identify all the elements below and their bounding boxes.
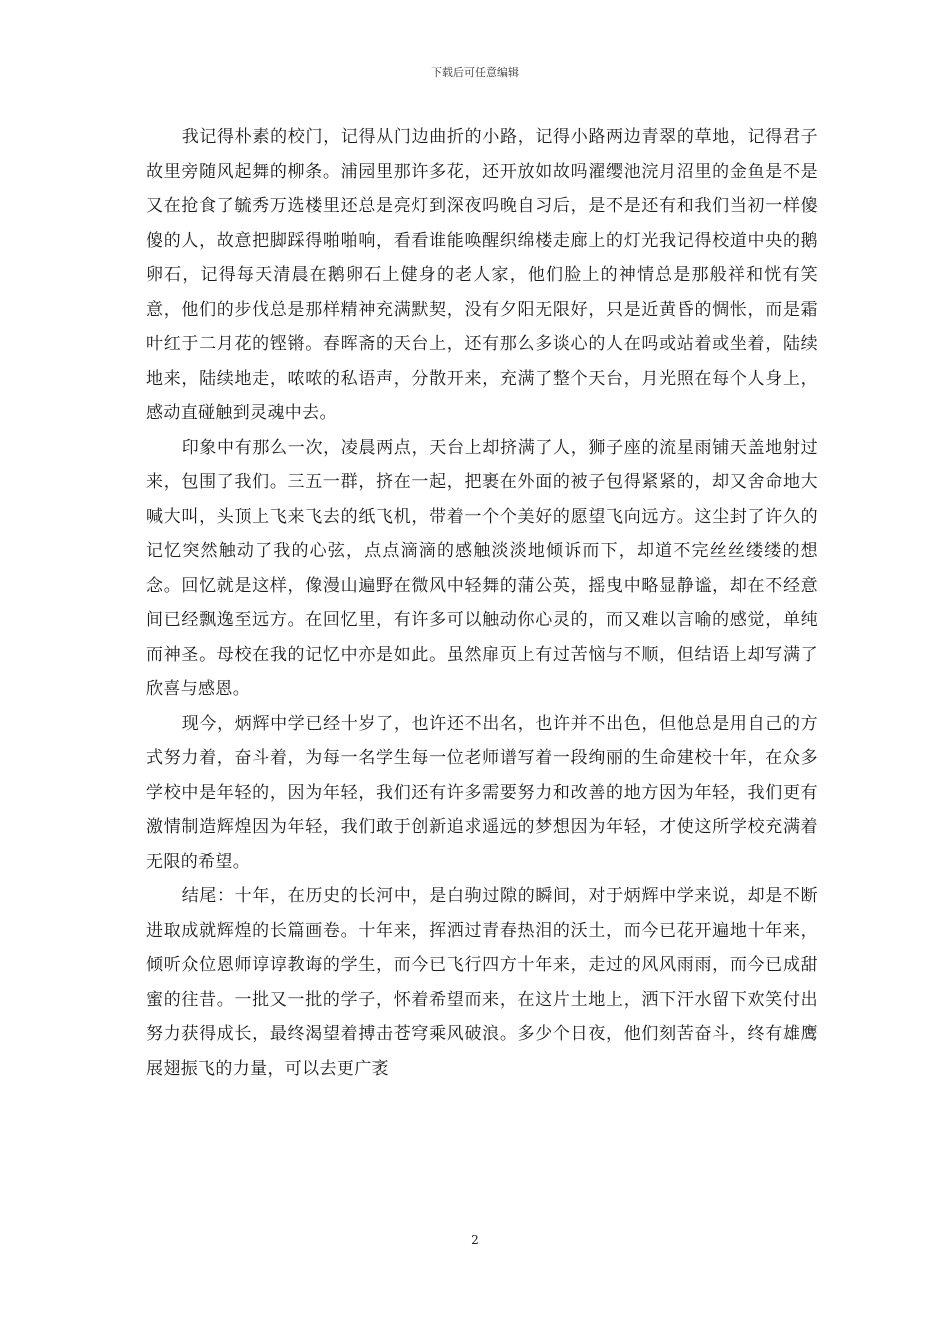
paragraph-conclusion: 结尾：十年，在历史的长河中，是白驹过隙的瞬间，对于炳辉中学来说，却是不断进取成就辉煌的长篇画卷。十年来，挥洒过青春热泪的沃土，而今已花开遍地十年来，倾听众位恩师谆谆教诲的学生，而今已飞行四方十年来，走过的风风雨雨，而今已成甜蜜的往昔。一批又一批的学子，怀着希望而来，在这片土地上，洒下汗水留下欢笑付出努力获得成长，最终渴望着搏击苍穹乘风破浪。多少个日夜，他们刻苦奋斗，终有雄鹰展翅振飞的力量，可以去更广袤 [146, 886, 818, 1079]
page-header: 下载后可任意编辑 [431, 66, 519, 79]
page-number: 2 [471, 1233, 479, 1247]
paragraph-meteor-shower: 印象中有那么一次，凌晨两点，天台上却挤满了人，狮子座的流星雨铺天盖地射过来，包围了我们。三五一群，挤在一起，把裹在外面的被子包得紧紧的，却又舍命地大喊大叫，头顶上飞来飞去的纸飞机，带着一个个美好的愿望飞向远方。这尘封了许久的记忆突然触动了我的心弦，点点滴滴的感触淡淡地倾诉而下，却道不完丝丝缕缕的想念。回忆就是这样，像漫山遍野在微风中轻舞的蒲公英，摇曳中略显静谧，却在不经意间已经飘逸至远方。在回忆里，有许多可以触动你心灵的，而又难以言喻的感觉，单纯而神圣。母校在我的记忆中亦是如此。虽然扉页上有过苦恼与不顺，但结语上却写满了欣喜与感恩。 [146, 437, 818, 699]
document-body [146, 120, 818, 1086]
paragraph-school-memories: 我记得朴素的校门，记得从门边曲折的小路，记得小路两边青翠的草地，记得君子故里旁随风起舞的柳条。浦园里那许多花，还开放如故吗濯缨池浣月沼里的金鱼是不是又在抢食了毓秀万选楼里还总是亮灯到深夜吗晚自习后，是不是还有和我们当初一样傻傻的人，故意把脚踩得啪啪响，看看谁能唤醒织绵楼走廊上的灯光我记得校道中央的鹅卵石，记得每天清晨在鹅卵石上健身的老人家，他们脸上的神情总是那般祥和恍有笑意，他们的步伐总是那样精神充满默契，没有夕阳无限好，只是近黄昏的惆怅，而是霜叶红于二月花的铿锵。春晖斋的天台上，还有那么多谈心的人在吗或站着或坐着，陆续地来，陆续地走，哝哝的私语声，分散开来，充满了整个天台，月光照在每个人身上，感动直碰触到灵魂中去。 [146, 127, 818, 423]
paragraph-school-tenth-year: 现今，炳辉中学已经十岁了，也许还不出名，也许并不出色，但他总是用自己的方式努力着，奋斗着，为每一名学生每一位老师谱写着一段绚丽的生命建校十年，在众多学校中是年轻的，因为年轻，我们还有许多需要努力和改善的地方因为年轻，我们更有激情制造辉煌因为年轻，我们敢于创新追求遥远的梦想因为年轻，才使这所学校充满着无限的希望。 [146, 713, 818, 872]
